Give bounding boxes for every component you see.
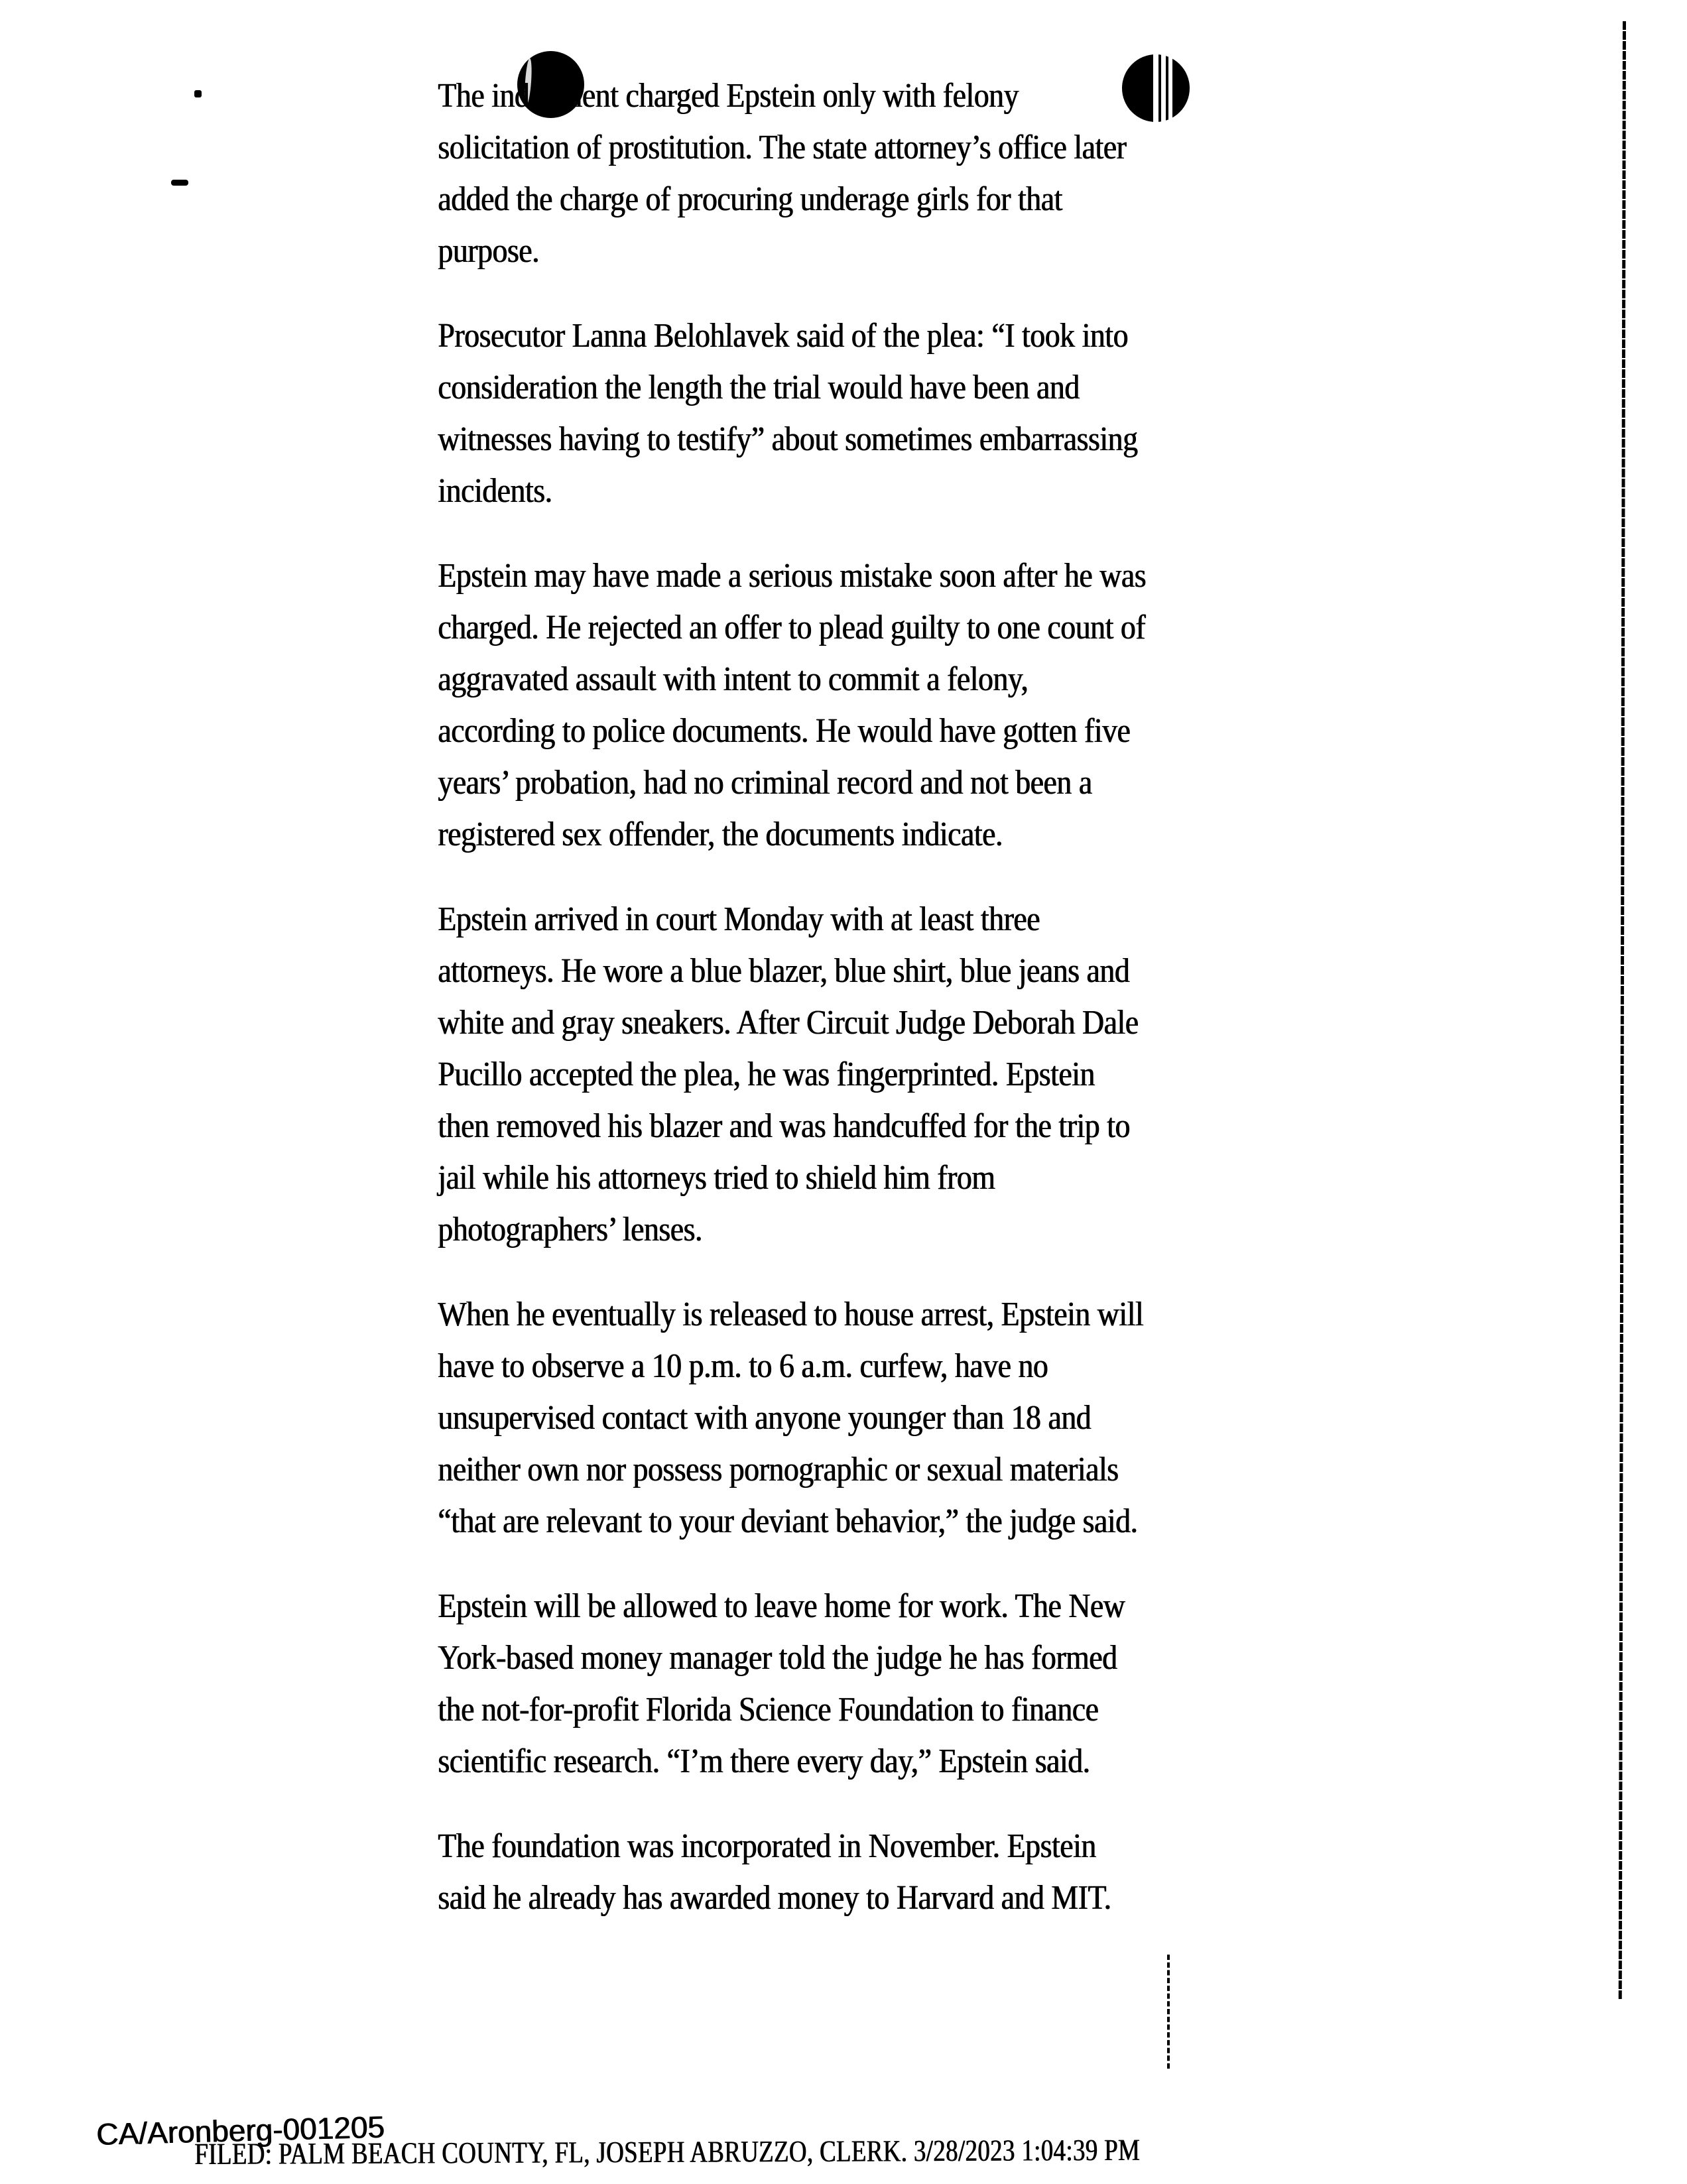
article-line: “that are relevant to your deviant behavior,” the judge said. xyxy=(438,1502,1138,1540)
article-line: consideration the length the trial would have been and xyxy=(438,369,1080,406)
article-line: said he already has awarded money to Harvard and MIT. xyxy=(438,1879,1111,1917)
paragraph xyxy=(438,894,1313,1256)
article-line: Epstein will be allowed to leave home for work. The New xyxy=(438,1587,1125,1625)
article-line: solicitation of prostitution. The state attorney’s office later xyxy=(438,129,1127,166)
article-line: York-based money manager told the judge he has formed xyxy=(438,1639,1117,1677)
article-line: incidents. xyxy=(438,472,552,510)
article-line: The foundation was incorporated in November. Epstein xyxy=(438,1827,1096,1865)
paragraph xyxy=(438,1289,1313,1547)
article-line: charged. He rejected an offer to plead guilty to one count of xyxy=(438,609,1145,646)
paragraph xyxy=(438,1821,1313,1924)
article-line: unsupervised contact with anyone younger than 18 and xyxy=(438,1399,1091,1437)
article-line: then removed his blazer and was handcuffed for the trip to xyxy=(438,1107,1130,1145)
bates-number: CA/Aronberg-001205 xyxy=(95,2109,385,2152)
article-line: white and gray sneakers. After Circuit Judge Deborah Dale xyxy=(438,1004,1139,1042)
article-line: years’ probation, had no criminal record and not been a xyxy=(438,764,1092,802)
article-line: Pucillo accepted the plea, he was fingerprinted. Epstein xyxy=(438,1056,1095,1093)
paragraph xyxy=(438,1581,1313,1788)
article-line: purpose. xyxy=(438,232,539,270)
article-line: attorneys. He wore a blue blazer, blue shirt, blue jeans and xyxy=(438,952,1129,990)
article-line: photographers’ lenses. xyxy=(438,1211,702,1248)
filing-stamp: FILED: PALM BEACH COUNTY, FL, JOSEPH ABRUZZO, CLERK. 3/28/2023 1:04:39 PM xyxy=(194,2132,1140,2171)
article-line: The indictment charged Epstein only with felony xyxy=(438,77,1019,115)
ink-speck xyxy=(171,180,188,186)
article-line: jail while his attorneys tried to shield him from xyxy=(438,1159,995,1197)
article-line: aggravated assault with intent to commit a felony, xyxy=(438,660,1028,698)
article-line: have to observe a 10 p.m. to 6 a.m. curfew, have no xyxy=(438,1347,1048,1385)
paragraph xyxy=(438,310,1313,517)
article-line: witnesses having to testify” about sometimes embarrassing xyxy=(438,420,1138,458)
article-line: added the charge of procuring underage girls for that xyxy=(438,180,1062,218)
dashed-line-artifact xyxy=(1167,1955,1170,2069)
ink-speck xyxy=(194,90,202,97)
paragraph xyxy=(438,70,1313,277)
article-line: Epstein may have made a serious mistake soon after he was xyxy=(438,557,1146,595)
article-body xyxy=(438,70,1313,1957)
article-line: When he eventually is released to house arrest, Epstein will xyxy=(438,1296,1143,1333)
article-line: Epstein arrived in court Monday with at least three xyxy=(438,900,1040,938)
article-line: the not-for-profit Florida Science Foundation to finance xyxy=(438,1691,1099,1729)
paragraph xyxy=(438,550,1313,861)
article-line: scientific research. “I’m there every day,” Epstein said. xyxy=(438,1742,1090,1780)
article-line: Prosecutor Lanna Belohlavek said of the plea: “I took into xyxy=(438,317,1128,355)
article-line: registered sex offender, the documents indicate. xyxy=(438,816,1003,853)
article-line: according to police documents. He would have gotten five xyxy=(438,712,1131,750)
scan-edge-line-artifact xyxy=(1619,21,1626,2000)
article-line: neither own nor possess pornographic or sexual materials xyxy=(438,1451,1119,1488)
